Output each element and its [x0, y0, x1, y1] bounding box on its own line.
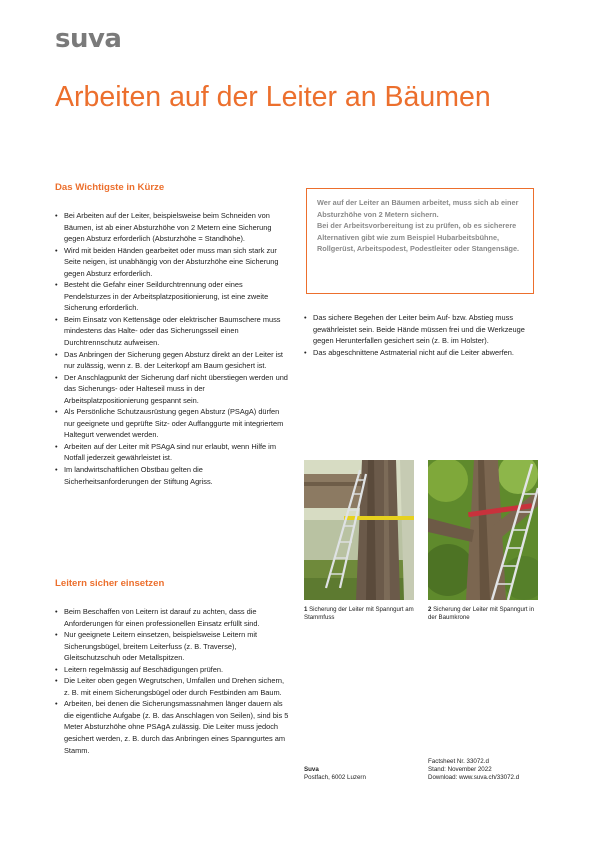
- list-item: • Die Leiter oben gegen Wegrutschen, Umfallen und Drehen sichern, z. B. mit einem Sicherungsbügel oder durch Festbinden am Baum.: [55, 675, 289, 698]
- list-item: • Das Anbringen der Sicherung gegen Absturz direkt an der Leiter ist nur zulässig, wenn z. B. der Leiterkopf am Baum gesichert ist.: [55, 349, 289, 372]
- footer-download: Download: www.suva.ch/33072.d: [428, 774, 520, 782]
- list-item: • Nur geeignete Leitern einsetzen, beispielsweise Leitern mit Sicherungsbügel, breitem Leiterfuss (z. B. Traverse), Gleitschutzschuh oder Metallspitzen.: [55, 629, 289, 664]
- suva-logo: suva: [55, 24, 122, 54]
- list-item: • Besteht die Gefahr einer Seildurchtrennung oder eines Pendelsturzes in der Arbeitsplatzpositionierung, ist eine zweite Sicherung erforderlich.: [55, 279, 289, 314]
- figure-number: 1: [304, 606, 308, 613]
- list-item: • Das sichere Begehen der Leiter beim Auf- bzw. Abstieg muss gewährleistet sein. Beide Hände müssen frei und die Werkzeuge gegen Herunterfallen gesichert sein (z. B. im Holster).: [304, 312, 540, 347]
- list-item: • Wird mit beiden Händen gearbeitet oder muss man sich stark zur Seite neigen, ist unabhängig von der Absturzhöhe eine Sicherung gegen Absturz erforderlich.: [55, 245, 289, 280]
- list-item: • Im landwirtschaftlichen Obstbau gelten die Sicherheitsanforderungen der Stiftung Agriss.: [55, 464, 289, 487]
- ladder-list: [55, 606, 289, 756]
- list-item: • Das abgeschnittene Astmaterial nicht auf die Leiter abwerfen.: [304, 347, 540, 359]
- note-text: Bei der Arbeitsvorbereitung ist zu prüfen, ob es sicherere Alternativen gibt wie zum Beispiel Hubarbeitsbühne, Rollgerüst, Arbeitspodest, Podestleiter oder Stangensäge.: [317, 221, 520, 254]
- footer-factsheet: Factsheet Nr. 33072.d: [428, 758, 489, 765]
- section-heading-ladders: Leitern sicher einsetzen: [55, 578, 165, 589]
- list-item: • Beim Beschaffen von Leitern ist darauf zu achten, dass die Anforderungen für einen professionellen Einsatz erfüllt sind.: [55, 606, 289, 629]
- list-item: • Arbeiten auf der Leiter mit PSAgA sind nur erlaubt, wenn Hilfe im Notfall jederzeit gewährleistet ist.: [55, 441, 289, 464]
- footer-stand: Stand: November 2022: [428, 766, 492, 774]
- summary-list: [55, 210, 289, 487]
- list-item: • Leitern regelmässig auf Beschädigungen prüfen.: [55, 664, 289, 676]
- figure-caption-text: Sicherung der Leiter mit Spanngurt in der Baumkrone: [428, 606, 535, 621]
- figure-caption-1: [304, 606, 414, 622]
- note-text: Wer auf der Leiter an Bäumen arbeitet, muss sich ab einer Absturzhöhe von 2 Metern sichern.: [317, 198, 519, 219]
- footer-address: Postfach, 6002 Luzern: [304, 774, 366, 782]
- footer-org: Suva: [304, 766, 319, 773]
- key-note-box: [306, 188, 534, 294]
- photo-ladder-crown: [428, 460, 538, 600]
- figure-number: 2: [428, 606, 432, 613]
- page-title: Arbeiten auf der Leiter an Bäumen: [55, 81, 491, 113]
- ladder-list-continued: [304, 312, 540, 358]
- list-item: • Bei Arbeiten auf der Leiter, beispielsweise beim Schneiden von Bäumen, ist ab einer Absturzhöhe von 2 Metern eine Sicherung gegen Absturz erforderlich (Absturzhöhe = Standhöhe).: [55, 210, 289, 245]
- list-item: • Arbeiten, bei denen die Sicherungsmassnahmen länger dauern als die eigentliche Aufgabe (z. B. das Anschlagen von Seilen), sind bis 5 Meter Absturzhöhe ohne PSAgA zulässig. Die Leiter muss jedoch gesichert werden, z. B. durch das Anbringen eines Spanngurtes am Stamm.: [55, 698, 289, 756]
- photo-ladder-trunk: [304, 460, 414, 600]
- list-item: • Beim Einsatz von Kettensäge oder elektrischer Baumschere muss mindestens das Halte- oder das Sicherungsseil einen Durchtrennschutz aufweisen.: [55, 314, 289, 349]
- footer-meta: [428, 758, 519, 782]
- list-item: • Der Anschlagpunkt der Sicherung darf nicht überstiegen werden und das Sicherungs- oder Halteseil muss in der Arbeitsplatzpositionierung gespannt sein.: [55, 372, 289, 407]
- list-item: • Als Persönliche Schutzausrüstung gegen Absturz (PSAgA) dürfen nur geeignete und geprüfte Sitz- oder Auffanggurte mit integriertem Haltegurt verwendet werden.: [55, 406, 289, 441]
- footer-publisher: [304, 766, 366, 782]
- section-heading-summary: Das Wichtigste in Kürze: [55, 182, 165, 193]
- figure-caption-2: [428, 606, 538, 622]
- figure-caption-text: Sicherung der Leiter mit Spanngurt am Stammfuss: [304, 606, 414, 621]
